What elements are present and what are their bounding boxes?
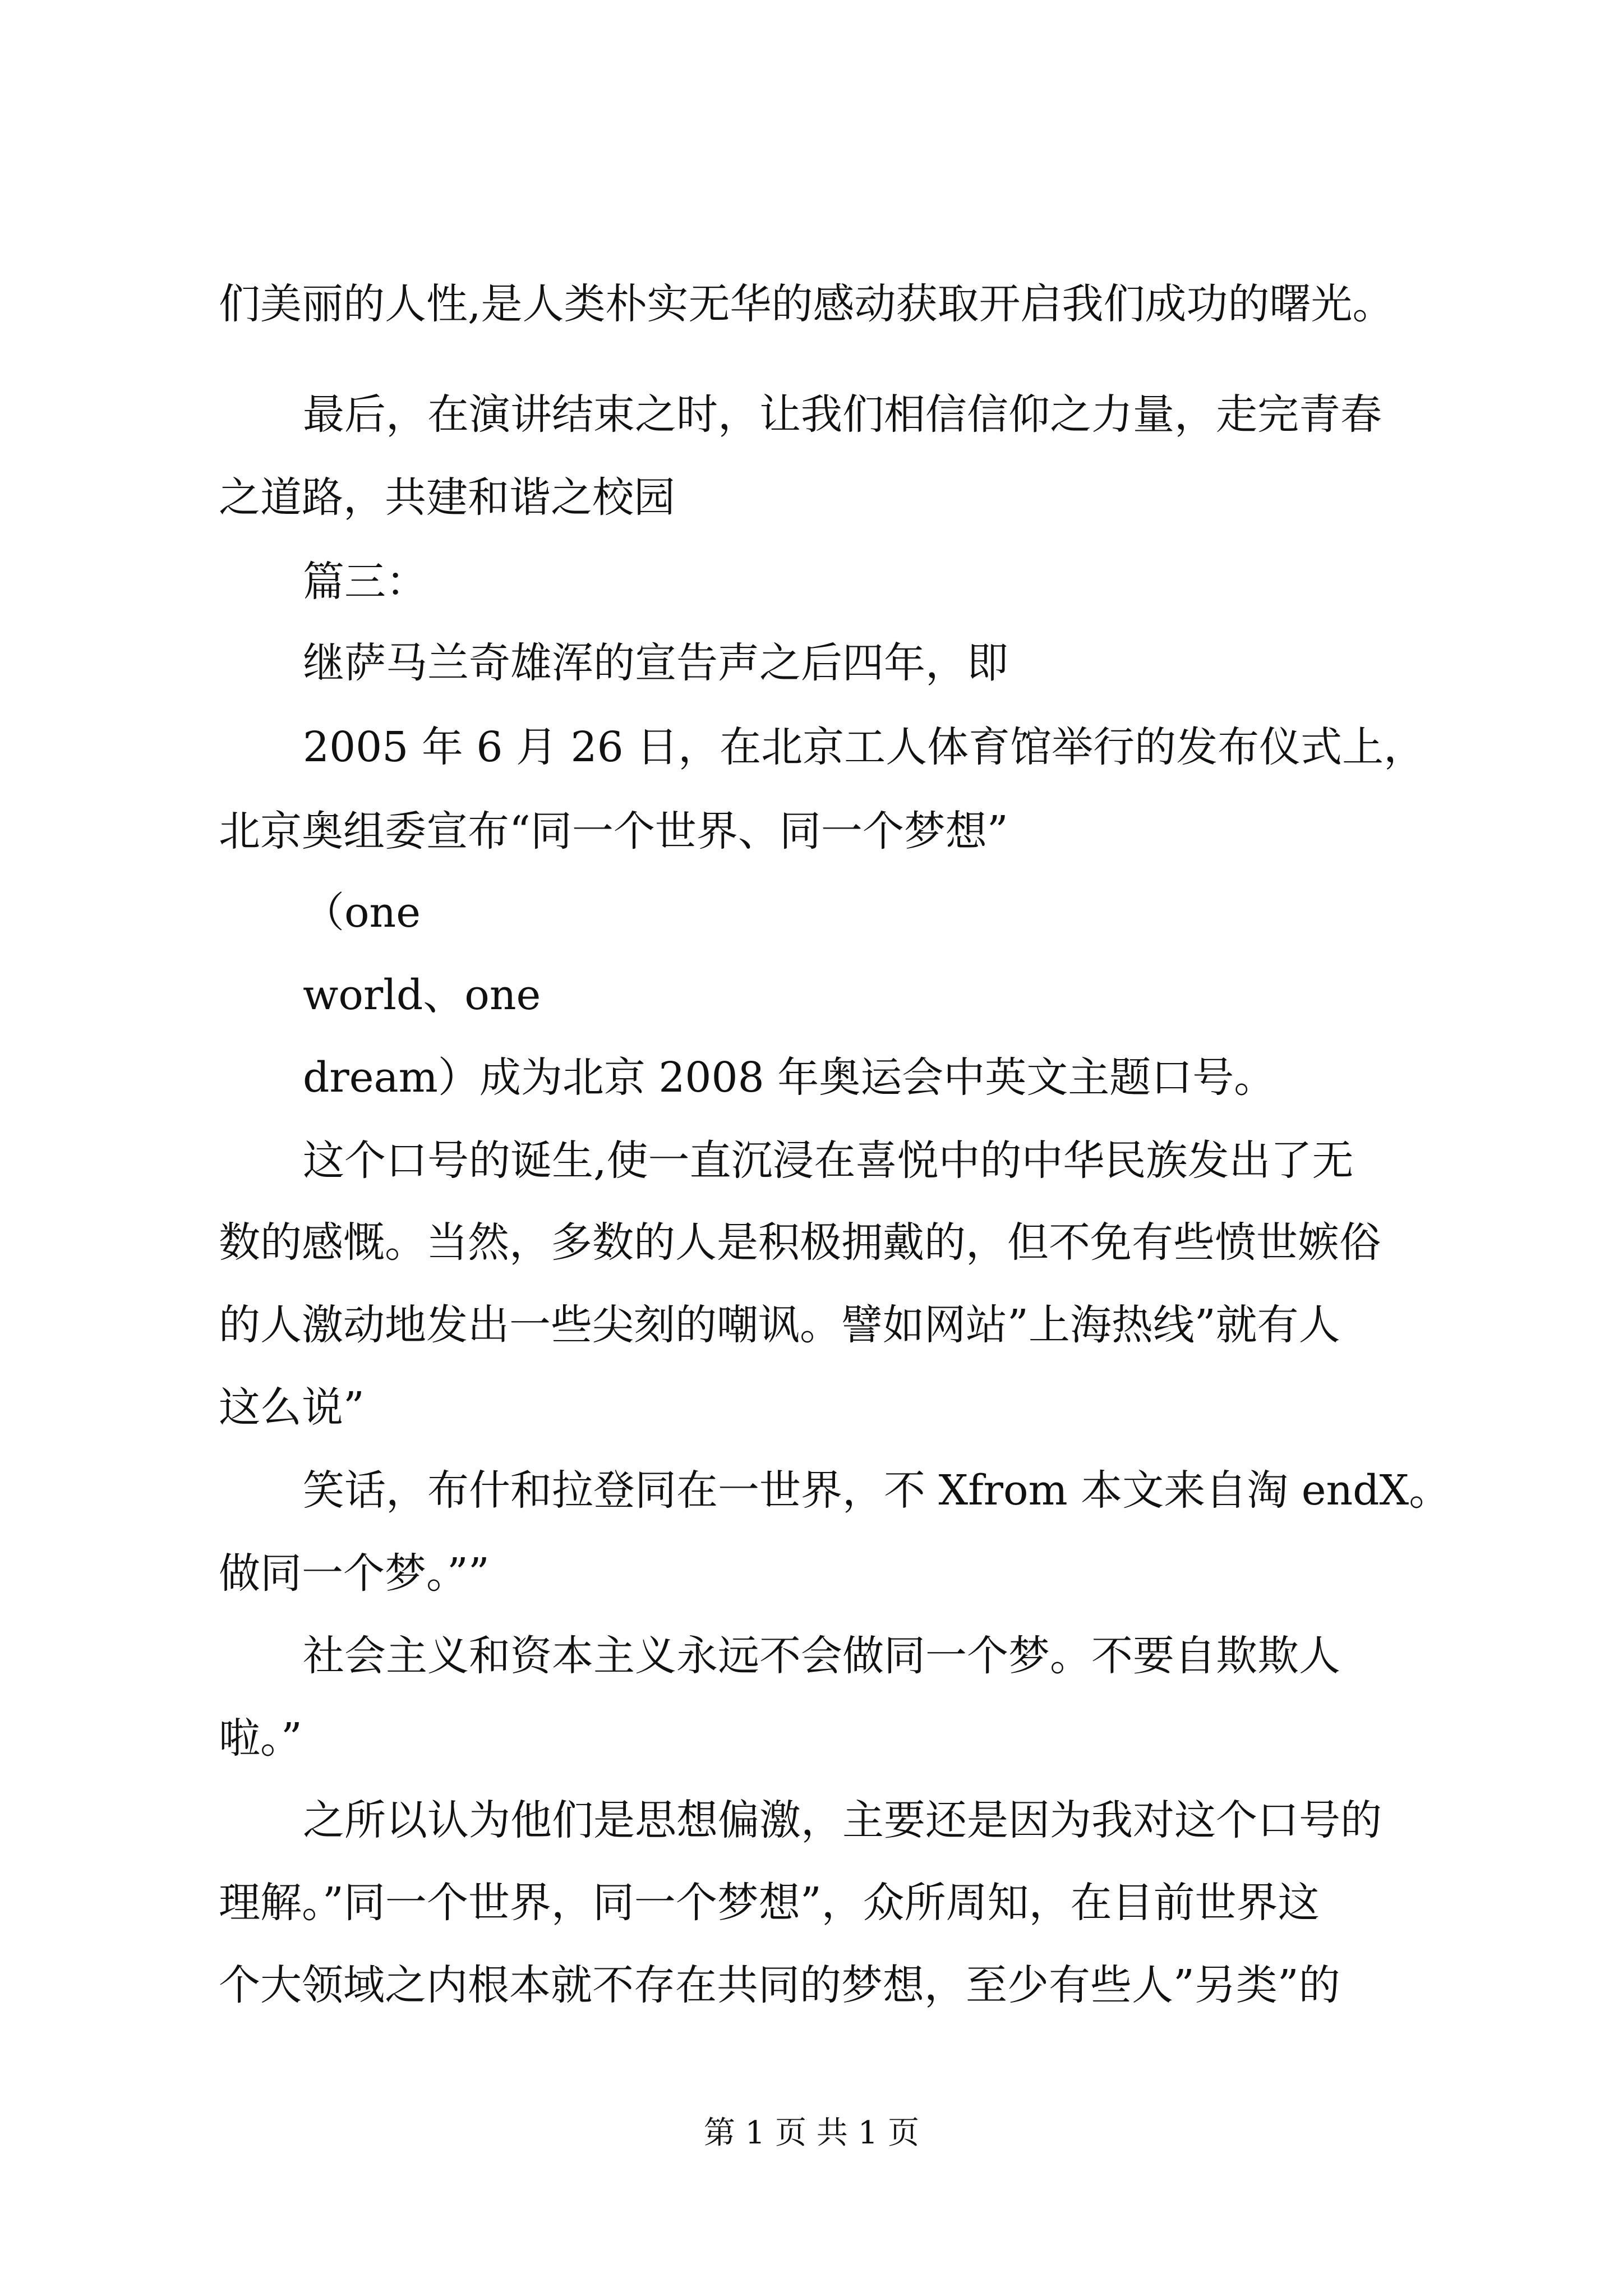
text-line-10: dream）成为北京 2008 年奥运会中英文主题口号。 [303, 1053, 1276, 1102]
text-line-11: 这个口号的诞生,使一直沉浸在喜悦中的中华民族发出了无 [303, 1137, 1354, 1185]
text-line-21: 个大领域之内根本就不存在共同的梦想，至少有些人”另类”的 [219, 1961, 1340, 2009]
text-line-14: 这么说” [219, 1383, 365, 1432]
text-line-3: 之道路，共建和谐之校园 [219, 473, 675, 522]
text-line-12: 数的感慨。当然，多数的人是积极拥戴的，但不免有些愤世嫉俗 [219, 1218, 1381, 1267]
text-line-19: 之所以认为他们是思想偏激，主要还是因为我对这个口号的 [303, 1796, 1382, 1844]
text-line-8: （one [303, 889, 421, 937]
text-line-5: 继萨马兰奇雄浑的宣告声之后四年，即 [303, 639, 1008, 687]
text-line-13: 的人激动地发出一些尖刻的嘲讽。譬如网站”上海热线”就有人 [219, 1301, 1340, 1349]
page-footer: 第 1 页 共 1 页 [703, 2115, 920, 2151]
section-heading: 篇三： [303, 558, 427, 606]
text-line-2: 最后，在演讲结束之时，让我们相信信仰之力量，走完青春 [303, 390, 1382, 439]
text-line-1: 们美丽的人性,是人类朴实无华的感动获取开启我们成功的曙光。 [219, 280, 1394, 328]
text-line-16: 做同一个梦。”” [219, 1549, 490, 1598]
text-line-7: 北京奥组委宣布“同一个世界、同一个梦想” [219, 807, 1008, 855]
text-line-6: 2005 年 6 月 26 日，在北京工人体育馆举行的发布仪式上， [303, 723, 1426, 771]
text-line-18: 啦。” [219, 1714, 302, 1763]
text-line-15: 笑话，布什和拉登同在一世界，不 Xfrom 本文来自淘 endX。 [303, 1466, 1451, 1515]
text-line-17: 社会主义和资本主义永远不会做同一个梦。不要自欺欺人 [303, 1632, 1340, 1680]
text-line-9: world、one [303, 971, 541, 1019]
text-line-20: 理解。”同一个世界，同一个梦想”，众所周知，在目前世界这 [219, 1879, 1320, 1927]
